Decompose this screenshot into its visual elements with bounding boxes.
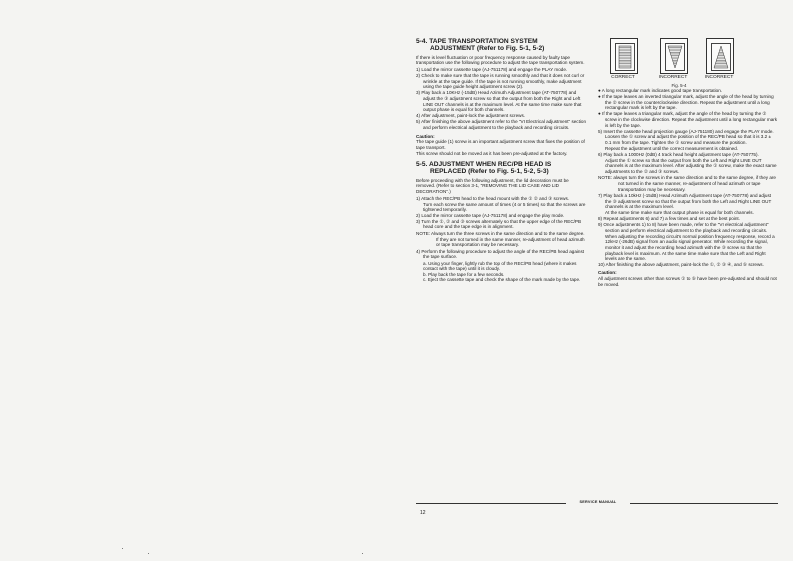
section-5-4-caution-line: The tape guide (1) screw is an important adjustment screw that fixes the position of tape transport. bbox=[416, 139, 585, 150]
section-5-5-step-detail: Turn each screw the same amount of times (4 or 5 times) so that the screws are tightened temporarily. bbox=[423, 201, 586, 213]
footer-label: SERVICE MANUAL bbox=[579, 500, 617, 504]
section-5-4-step: 2) Check to make sure that the tape is running smoothly and that it does not curl or wrinkle at the tape guide. If the tape is not running smoothly, make adjustment using the tape guide height adjustment screw (2). bbox=[416, 73, 585, 90]
scan-speck bbox=[122, 548, 123, 549]
section-5-4-title-line1: 5-4. TAPE TRANSPORTATION SYSTEM bbox=[416, 38, 538, 45]
right-caution-text: All adjustment screws other than screws ① to ⑤ have been pre-adjusted and should not be moved. bbox=[598, 276, 777, 287]
inverted-triangle-mark-icon bbox=[665, 43, 685, 71]
figure-caption: Fig. 5-4 bbox=[671, 83, 687, 88]
section-5-5-step-detail: Adjust the ① screw so that the output from both the Left and Right LINE OUT channels is at the maximum level. After adjusting the ① screw, make the exact same adjustments to the ② and ③ screws. bbox=[605, 157, 777, 174]
section-5-4-caution-line: This screw should not be moved as it has been pre-adjusted at the factory. bbox=[416, 151, 568, 157]
right-column bbox=[598, 88, 778, 288]
section-5-5-intro: Before proceeding with the following adjustment, the lid decoration must be removed. (Refer to section 3-1, "REMOVING THE LID CASE AND LID DECORATION".) bbox=[416, 177, 569, 194]
section-5-4-caution-title: Caution: bbox=[416, 133, 435, 139]
section-5-5-step: 10) After finishing the above adjustment, paint-lock the ①, ② ③ ④, and ⑤ screws. bbox=[598, 261, 764, 267]
section-5-5-note: NOTE: always turn the screws in the same direction and to the same degree, if they are not turned in the same manner, re-adjustment of head azimuth or tape transportation may be necessary. bbox=[598, 175, 776, 192]
mark-bullet: ● If the tape leaves an inverted triangular mark, adjust the angle of the head by turning the ② screw in the counterclockwise direction. Repeat the adjustment until a long rectangular mark is left by the tape. bbox=[598, 94, 774, 111]
triangle-mark-icon bbox=[711, 43, 731, 71]
section-5-5-step-detail: When adjusting the recording circuit's normal position frequency response, record a 12kHz (-26dB) signal from an audio signal generator. While recording the signal, monitor it and adjust the recording head azimuth with the ③ screw so that the playback level is maximum. At the same time make sure that the Left and Right levels are the same. bbox=[605, 233, 775, 262]
section-5-5-step: 5) Insert the cassette head projection gauge (AJ-751180) and engage the PLAY mode. Loosen the ① screw and adjust the position of the REC/PB head so that it is 3.2 ± 0.1 mm from the tape. Tighten the ① screw and measure the position. bbox=[598, 128, 774, 145]
rectangular-mark-icon bbox=[615, 43, 635, 71]
scan-speck bbox=[362, 553, 363, 554]
section-5-5-title-line2: REPLACED (Refer to Fig. 5-1, 5-2, 5-3) bbox=[430, 168, 549, 176]
section-5-5-step: 2) Load the mirror cassette tape (AJ-751178) and engage the play mode. bbox=[416, 212, 565, 218]
section-5-4-title bbox=[416, 38, 588, 53]
section-5-5-title bbox=[416, 161, 588, 176]
section-5-5-step: 8) Repeat adjustments 6) and 7) a few times and set at the best point. bbox=[598, 216, 740, 222]
section-5-4-title-line2: ADJUSTMENT (Refer to Fig. 5-1, 5-2) bbox=[430, 45, 545, 53]
section-5-5-step: 4) Perform the following procedure to adjust the angle of the REC/PB head against the tape surface. bbox=[416, 248, 585, 260]
section-5-4-intro: If there is level fluctuation or poor frequency response caused by faulty tape transportation use the following procedure to adjust the tape transportation system. bbox=[416, 54, 585, 66]
section-5-4-step: 5) After finishing the above adjustment refer to the "VI Electrical adjustment" section and perform electrical adjustment to the playback and recording circuits. bbox=[416, 119, 586, 130]
section-5-4-step: 1) Load the mirror cassette tape (AJ-751178) and engage the PLAY mode. bbox=[416, 67, 568, 72]
scan-speck bbox=[148, 553, 149, 554]
incorrect-triangle-diagram bbox=[706, 38, 734, 74]
incorrect-inverted-triangle-diagram bbox=[660, 38, 688, 74]
section-5-5-substep: a. Using your finger, lightly rub the top of the REC/PB head (where it makes contact with the tape) until it is cloudy. bbox=[423, 260, 577, 272]
figure-label-correct: CORRECT bbox=[611, 75, 635, 80]
section-5-5-step: 9) Once adjustments 1) to 8) have been made, refer to the "VI electrical adjustment" section and perform electrical adjustment to the playback and recording circuits. bbox=[598, 222, 769, 233]
section-5-5-title-line1: 5-5. ADJUSTMENT WHEN REC/PB HEAD IS bbox=[416, 160, 552, 168]
right-caution-title: Caution: bbox=[598, 270, 617, 276]
section-5-4-step: 3) Play back a 10KHz (-15dB) Head Azimuth Adjustment tape (AT-750778) and adjust the ③ adjustment screw so that the output from both the Right and Left LINE OUT channels is at the maximum level. At the same time make sure that output phase is equal for both channels. bbox=[416, 90, 582, 113]
page-footer bbox=[416, 500, 778, 508]
mark-bullet: ● A long rectangular mark indicates good tape transportation. bbox=[598, 88, 723, 93]
page-number: 12 bbox=[420, 510, 426, 516]
section-5-5-step: 6) Play back a 1000Hz (0dB) 4 track head height adjustment tape (AT-750775). bbox=[598, 151, 759, 157]
figure-label-incorrect: INCORRECT bbox=[704, 75, 734, 80]
section-5-5-step-detail: Repeat the adjustment until the correct measurement is obtained. bbox=[605, 145, 739, 151]
left-column bbox=[416, 38, 588, 283]
section-5-5-step: 1) Attach the REC/PB head to the head mount with the ① ② and ③ screws. bbox=[416, 195, 570, 201]
footer-rule bbox=[630, 503, 778, 504]
section-5-5-substep: b. Play back the tape for a few seconds. bbox=[423, 271, 505, 277]
section-5-5-step: 7) Play back a 10kHz (-15dB) Head Azimuth Adjustment tape (AT-750778) and adjust the ③ adjustment screw so that the output from both the Left and Right LINE OUT channels is at the maximum level. bbox=[598, 193, 772, 210]
mark-bullet: ● If the tape leaves a triangular mark, adjust the angle of the head by turning the ② screw in the clockwise direction. Repeat the adjustment until a long rectangular mark is left by the tape. bbox=[598, 111, 778, 128]
correct-mark-diagram bbox=[610, 38, 638, 74]
footer-rule bbox=[416, 503, 566, 504]
figure-5-4 bbox=[606, 38, 756, 88]
figure-label-incorrect: INCORRECT bbox=[658, 75, 688, 80]
section-5-5-step: 3) Turn the ①, ② and ③ screws alternately so that the upper edge of the REC/PB head core and the tape edge is in alignment. bbox=[416, 218, 582, 230]
section-5-4-step: 4) After adjustment, paint-lock the adjustment screws. bbox=[416, 113, 526, 119]
section-5-5-note: NOTE: Always turn the three screws in the same direction and to the same degree. If they are not turned in the same manner, re-adjustment of head azimuth or tape transportation may be necessary. bbox=[416, 231, 585, 248]
section-5-5-step-detail: At the same time make sure that output phase is equal for both channels. bbox=[605, 210, 754, 216]
section-5-5-substep: c. Eject the cassette tape and check the shape of the mark made by the tape. bbox=[423, 277, 581, 283]
